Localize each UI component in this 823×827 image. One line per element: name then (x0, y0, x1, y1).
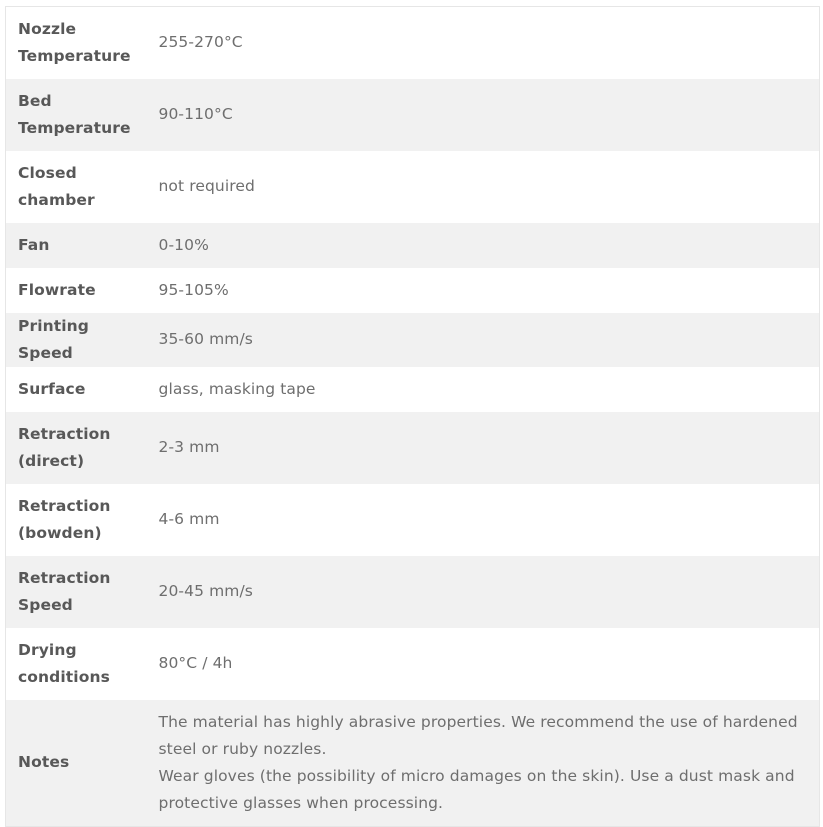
row-value: 95-105% (158, 280, 229, 299)
row-label (6, 268, 147, 313)
notes-paragraph: Wear gloves (the possibility of micro damages on the skin). Use a dust mask and protective glasses when processing. (158, 766, 795, 812)
row-value: 4-6 mm (158, 510, 220, 528)
row-value: not required (158, 177, 255, 195)
table-row-bed-temperature (6, 79, 820, 151)
row-label-line: Retraction (18, 496, 111, 515)
notes-text (147, 700, 820, 827)
row-label (6, 628, 147, 700)
row-label (6, 412, 147, 484)
print-settings-table (5, 6, 820, 827)
row-label (6, 7, 147, 79)
table-row-notes (6, 700, 820, 827)
table-row-retraction-direct (6, 412, 820, 484)
row-label-line: Surface (18, 379, 86, 398)
row-label (6, 556, 147, 628)
row-label-line: Retraction (18, 568, 111, 587)
row-label-line: Retraction (18, 424, 111, 443)
row-value: 35-60 mm/s (158, 330, 253, 348)
table-row-fan (6, 223, 820, 268)
row-value: 0-10% (158, 235, 209, 254)
row-label (6, 79, 147, 151)
notes-paragraph: The material has highly abrasive properties. We recommend the use of hardened steel or ruby nozzles. (158, 712, 798, 758)
row-label-line: Closed (18, 163, 77, 182)
row-label (6, 223, 147, 268)
row-label: Notes (18, 753, 70, 772)
row-label-line: chamber (18, 190, 95, 209)
row-label-line: conditions (18, 667, 110, 686)
row-label-line: Temperature (18, 46, 131, 65)
row-label-line: Drying (18, 640, 77, 659)
table-row-surface (6, 367, 820, 412)
table-row-retraction-bowden (6, 484, 820, 556)
row-value: glass, masking tape (158, 379, 316, 398)
row-label-line: Bed (18, 91, 52, 110)
row-label (6, 367, 147, 412)
row-label-line: (direct) (18, 451, 85, 470)
row-value: 255-270°C (158, 33, 243, 52)
row-label (6, 313, 147, 367)
row-label-line: Fan (18, 235, 50, 254)
table-row-nozzle-temperature (6, 7, 820, 79)
row-label-line: Speed (18, 595, 73, 614)
row-value: 20-45 mm/s (158, 582, 253, 600)
row-label-line: Temperature (18, 118, 131, 137)
row-label (6, 151, 147, 223)
row-label-line: Nozzle (18, 19, 77, 38)
row-label (6, 484, 147, 556)
row-value: 90-110°C (158, 105, 233, 123)
table-row-drying-conditions (6, 628, 820, 700)
row-label-line: Printing Speed (18, 316, 90, 362)
row-value: 80°C / 4h (158, 654, 233, 672)
table-row-closed-chamber (6, 151, 820, 223)
row-label-line: (bowden) (18, 523, 102, 542)
table-row-flowrate (6, 268, 820, 313)
row-value: 2-3 mm (158, 438, 220, 456)
row-label-line: Flowrate (18, 280, 96, 299)
table-row-retraction-speed (6, 556, 820, 628)
table-row-printing-speed (6, 313, 820, 367)
